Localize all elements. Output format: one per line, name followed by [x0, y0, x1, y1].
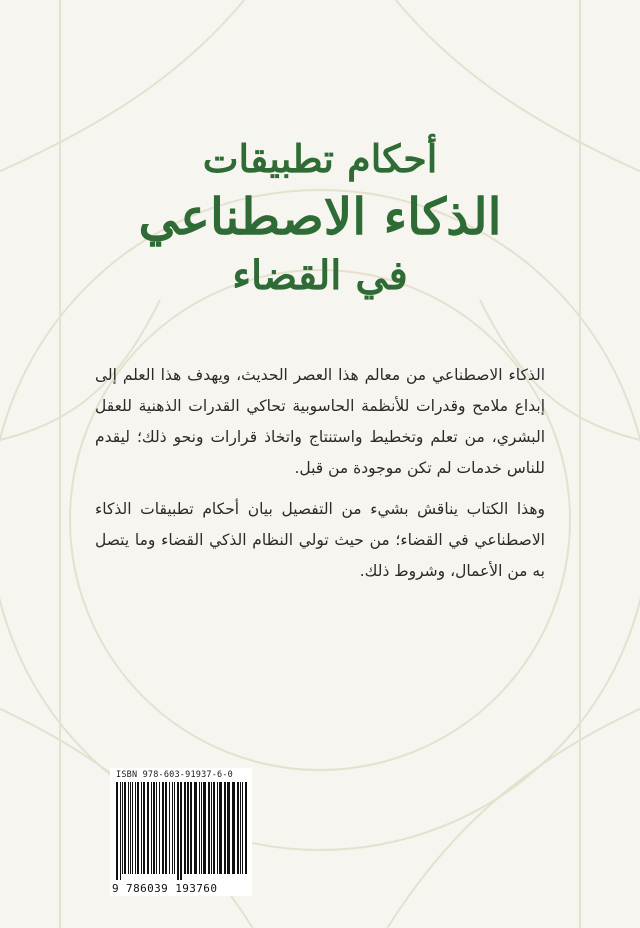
barcode-bar [143, 782, 145, 874]
barcode-bar [120, 782, 121, 880]
barcode-bar [135, 782, 136, 874]
isbn-barcode [110, 768, 252, 896]
barcode-bar [124, 782, 126, 874]
barcode-bar [180, 782, 182, 880]
barcode-bar [174, 782, 175, 874]
barcode-bar [240, 782, 241, 874]
barcode-bar [201, 782, 202, 874]
barcode-bar [122, 782, 123, 874]
barcode-bar [217, 782, 218, 874]
barcode-bar [159, 782, 160, 874]
barcode-bar [213, 782, 215, 874]
barcode-bar [227, 782, 230, 874]
barcode-bar [237, 782, 239, 874]
barcode-bar [211, 782, 212, 874]
barcode-bar [203, 782, 206, 874]
barcode-bar [151, 782, 152, 874]
barcode-bar [242, 782, 243, 874]
title-line-1: أحكام تطبيقات [202, 136, 438, 181]
barcode-bar [132, 782, 133, 874]
barcode-bar [184, 782, 186, 874]
blurb-paragraph-2: وهذا الكتاب يناقش بشيء من التفصيل بيان أحكام تطبيقات الذكاء الاصطناعي في القضاء؛ من حيث تولي النظام الذكي القضاء وما يتصل به من الأعمال، وشروط ذلك. [95, 500, 545, 580]
barcode-bar [187, 782, 189, 874]
barcode-bar [224, 782, 226, 874]
barcode-number: 9 786039 193760 [112, 882, 218, 895]
barcode-bar [116, 782, 118, 880]
barcode-bar [169, 782, 170, 874]
barcode-bar [153, 782, 155, 874]
title-line-2: الذكاء الاصطناعي [138, 187, 502, 246]
barcode-bar [177, 782, 179, 880]
barcode-bar [190, 782, 192, 874]
blurb-text [95, 360, 545, 597]
barcode-bar [194, 782, 197, 874]
barcode-bar [219, 782, 222, 874]
barcode-bar [245, 782, 247, 874]
barcode-bar [141, 782, 142, 874]
barcode-bar [172, 782, 173, 874]
barcode-bar [147, 782, 149, 874]
barcode-bar [199, 782, 200, 874]
barcode-bar [162, 782, 164, 874]
barcode-bar [165, 782, 167, 874]
barcode-bars [114, 782, 248, 880]
barcode-bar [208, 782, 210, 874]
blurb-paragraph-1: الذكاء الاصطناعي من معالم هذا العصر الحديث، ويهدف هذا العلم إلى إبداع ملامح وقدرات للأنظمة الحاسوبية تحاكي القدرات الذهنية للعقل البشري، من تعلم وتخطيط واستنتاج واتخاذ قرارات ونحو ذلك؛ ليقدم للناس خدمات لم تكن موجودة من قبل. [95, 366, 545, 477]
barcode-bar [128, 782, 129, 874]
title-line-3: في القضاء [232, 252, 408, 299]
barcode-bar [137, 782, 139, 874]
cover-title [0, 136, 640, 299]
barcode-bar [130, 782, 131, 874]
barcode-bar [232, 782, 235, 874]
barcode-bar [156, 782, 157, 874]
isbn-label: ISBN 978-603-91937-6-0 [116, 770, 233, 780]
